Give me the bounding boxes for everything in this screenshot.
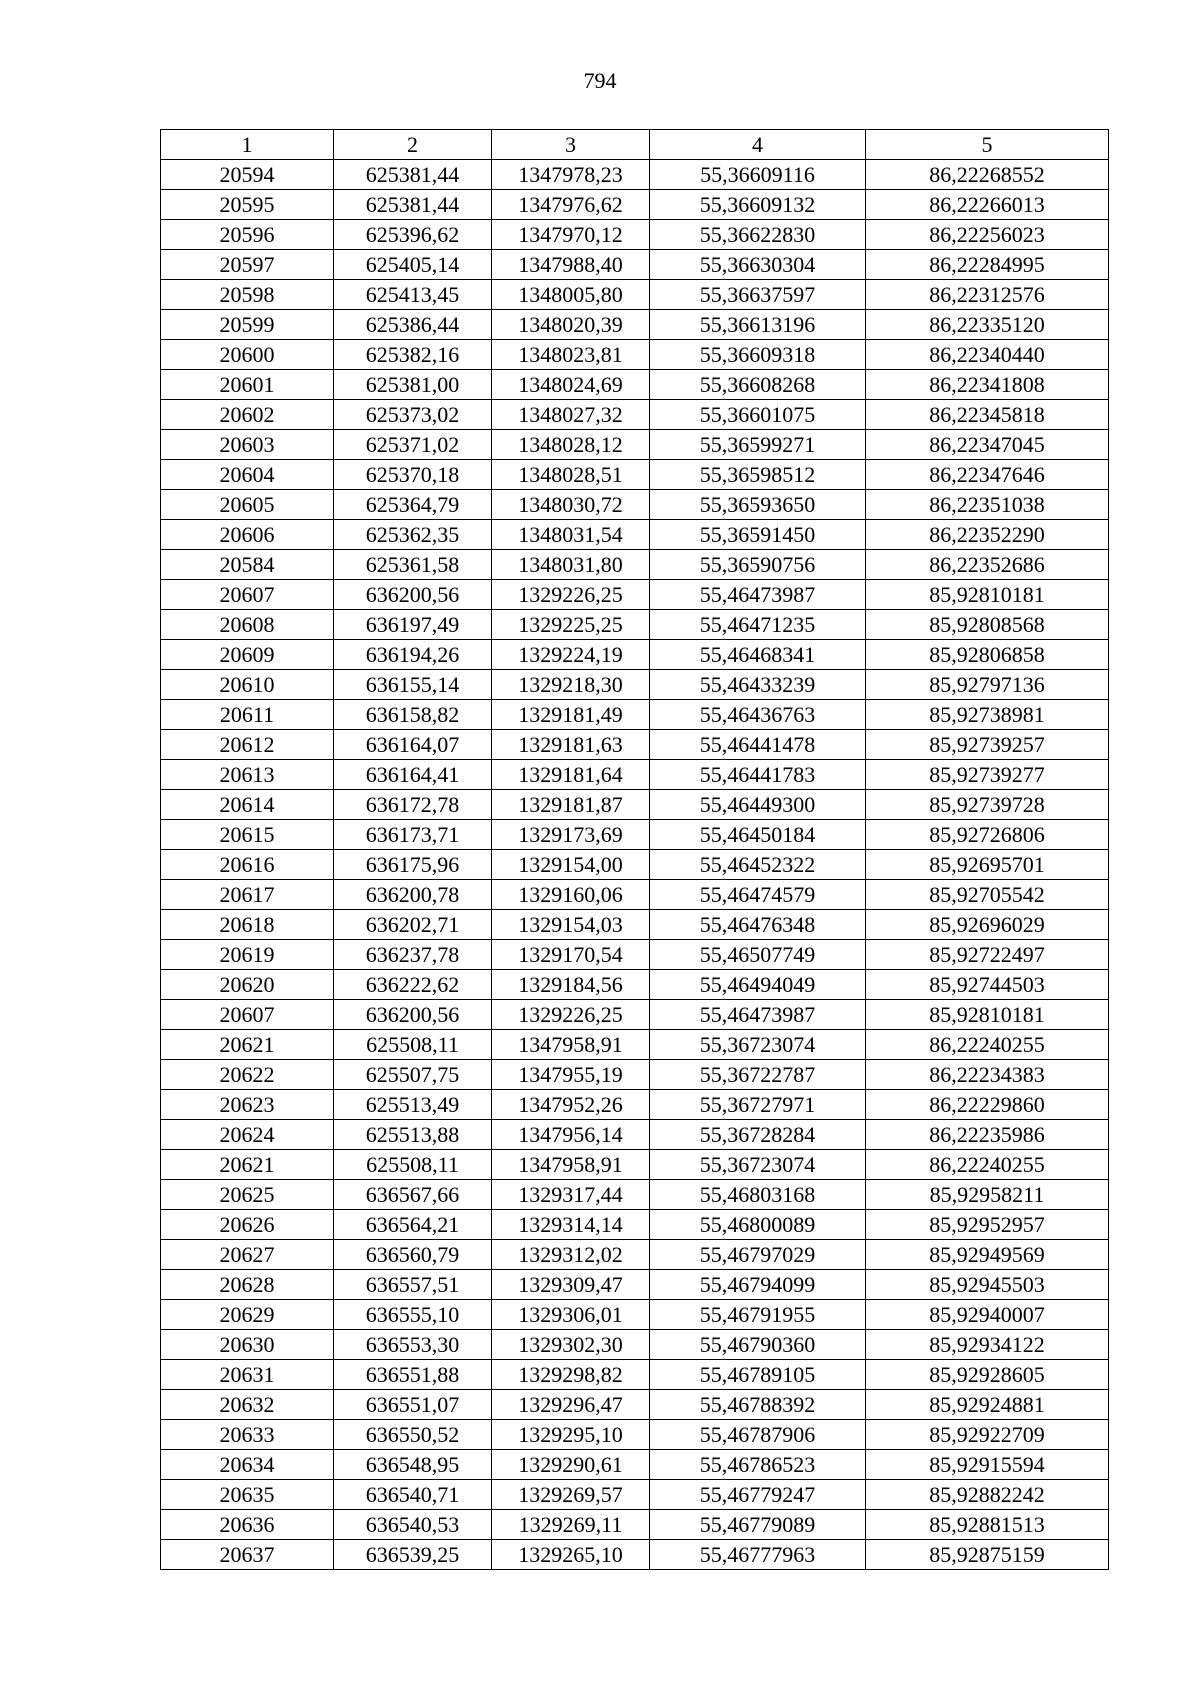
table-cell: 1348028,51 — [492, 460, 650, 490]
table-cell: 86,22340440 — [866, 340, 1109, 370]
table-cell: 1329181,63 — [492, 730, 650, 760]
table-row — [161, 280, 1109, 310]
table-cell: 55,46788392 — [650, 1390, 866, 1420]
table-cell: 20607 — [161, 1000, 334, 1030]
table-row — [161, 1210, 1109, 1240]
table-cell: 625382,16 — [334, 340, 492, 370]
table-cell: 625405,14 — [334, 250, 492, 280]
table-cell: 636551,88 — [334, 1360, 492, 1390]
table-cell: 20617 — [161, 880, 334, 910]
table-row — [161, 910, 1109, 940]
table-cell: 625381,00 — [334, 370, 492, 400]
table-row — [161, 490, 1109, 520]
table-cell: 55,36609318 — [650, 340, 866, 370]
table-cell: 86,22341808 — [866, 370, 1109, 400]
table-cell: 625373,02 — [334, 400, 492, 430]
table-row — [161, 790, 1109, 820]
table-cell: 55,46473987 — [650, 1000, 866, 1030]
table-row — [161, 1300, 1109, 1330]
table-cell: 85,92808568 — [866, 610, 1109, 640]
table-cell: 1347952,26 — [492, 1090, 650, 1120]
table-cell: 20630 — [161, 1330, 334, 1360]
table-row — [161, 1420, 1109, 1450]
table-cell: 55,46794099 — [650, 1270, 866, 1300]
table-row — [161, 580, 1109, 610]
table-cell: 636164,07 — [334, 730, 492, 760]
table-cell: 1329181,87 — [492, 790, 650, 820]
table-cell: 20627 — [161, 1240, 334, 1270]
table-cell: 85,92875159 — [866, 1540, 1109, 1570]
table-row — [161, 1030, 1109, 1060]
table-cell: 636200,56 — [334, 580, 492, 610]
table-cell: 636555,10 — [334, 1300, 492, 1330]
table-cell: 20631 — [161, 1360, 334, 1390]
table-cell: 636551,07 — [334, 1390, 492, 1420]
table-cell: 1329269,57 — [492, 1480, 650, 1510]
table-cell: 86,22266013 — [866, 190, 1109, 220]
table-cell: 55,46789105 — [650, 1360, 866, 1390]
table-cell: 625381,44 — [334, 160, 492, 190]
table-row — [161, 1360, 1109, 1390]
table-row — [161, 460, 1109, 490]
table-cell: 1348027,32 — [492, 400, 650, 430]
table-cell: 636202,71 — [334, 910, 492, 940]
table-cell: 55,36723074 — [650, 1030, 866, 1060]
table-cell: 85,92739277 — [866, 760, 1109, 790]
table-cell: 1348024,69 — [492, 370, 650, 400]
table-cell: 20611 — [161, 700, 334, 730]
table-row — [161, 640, 1109, 670]
table-cell: 625508,11 — [334, 1150, 492, 1180]
table-header-row — [161, 130, 1109, 160]
table-cell: 55,46787906 — [650, 1420, 866, 1450]
table-cell: 1348005,80 — [492, 280, 650, 310]
table-cell: 20603 — [161, 430, 334, 460]
table-cell: 86,22240255 — [866, 1150, 1109, 1180]
table-cell: 1329181,49 — [492, 700, 650, 730]
column-header: 5 — [866, 130, 1109, 160]
table-cell: 85,92915594 — [866, 1450, 1109, 1480]
table-cell: 20594 — [161, 160, 334, 190]
table-cell: 55,36590756 — [650, 550, 866, 580]
table-cell: 20616 — [161, 850, 334, 880]
column-header: 2 — [334, 130, 492, 160]
table-row — [161, 1540, 1109, 1570]
table-cell: 636540,71 — [334, 1480, 492, 1510]
table-cell: 1348031,54 — [492, 520, 650, 550]
table-cell: 1348020,39 — [492, 310, 650, 340]
table-cell: 1329269,11 — [492, 1510, 650, 1540]
table-cell: 85,92940007 — [866, 1300, 1109, 1330]
table-cell: 86,22352290 — [866, 520, 1109, 550]
table-cell: 1329226,25 — [492, 1000, 650, 1030]
table-cell: 1347958,91 — [492, 1150, 650, 1180]
table-cell: 636222,62 — [334, 970, 492, 1000]
table-cell: 85,92797136 — [866, 670, 1109, 700]
table-cell: 86,22345818 — [866, 400, 1109, 430]
table-cell: 85,92945503 — [866, 1270, 1109, 1300]
table-cell: 1329218,30 — [492, 670, 650, 700]
table-cell: 20596 — [161, 220, 334, 250]
table-cell: 625361,58 — [334, 550, 492, 580]
table-cell: 55,46494049 — [650, 970, 866, 1000]
table-cell: 1347976,62 — [492, 190, 650, 220]
table-cell: 20635 — [161, 1480, 334, 1510]
table-cell: 55,46791955 — [650, 1300, 866, 1330]
table-cell: 636155,14 — [334, 670, 492, 700]
column-header: 3 — [492, 130, 650, 160]
table-row — [161, 1450, 1109, 1480]
table-cell: 55,36609116 — [650, 160, 866, 190]
table-cell: 55,46777963 — [650, 1540, 866, 1570]
table-cell: 20604 — [161, 460, 334, 490]
table-cell: 85,92738981 — [866, 700, 1109, 730]
table-cell: 85,92928605 — [866, 1360, 1109, 1390]
table-cell: 625386,44 — [334, 310, 492, 340]
table-cell: 636158,82 — [334, 700, 492, 730]
table-row — [161, 1150, 1109, 1180]
table-cell: 55,36722787 — [650, 1060, 866, 1090]
table-cell: 1348030,72 — [492, 490, 650, 520]
table-cell: 55,46800089 — [650, 1210, 866, 1240]
table-cell: 20619 — [161, 940, 334, 970]
table-cell: 1347970,12 — [492, 220, 650, 250]
table-cell: 55,36608268 — [650, 370, 866, 400]
table-row — [161, 880, 1109, 910]
table-row — [161, 520, 1109, 550]
table-cell: 20598 — [161, 280, 334, 310]
table-cell: 55,46436763 — [650, 700, 866, 730]
table-cell: 20620 — [161, 970, 334, 1000]
table-row — [161, 1510, 1109, 1540]
table-cell: 636197,49 — [334, 610, 492, 640]
table-row — [161, 1270, 1109, 1300]
table-cell: 1329312,02 — [492, 1240, 650, 1270]
table-cell: 85,92958211 — [866, 1180, 1109, 1210]
table-cell: 55,46786523 — [650, 1450, 866, 1480]
column-header: 4 — [650, 130, 866, 160]
table-row — [161, 760, 1109, 790]
table-cell: 636540,53 — [334, 1510, 492, 1540]
table-row — [161, 1060, 1109, 1090]
table-row — [161, 310, 1109, 340]
table-cell: 85,92810181 — [866, 1000, 1109, 1030]
table-cell: 20584 — [161, 550, 334, 580]
table-cell: 625362,35 — [334, 520, 492, 550]
table-cell: 20624 — [161, 1120, 334, 1150]
table-cell: 55,36637597 — [650, 280, 866, 310]
table-cell: 20607 — [161, 580, 334, 610]
table-cell: 625508,11 — [334, 1030, 492, 1060]
table-cell: 1329226,25 — [492, 580, 650, 610]
table-cell: 55,36723074 — [650, 1150, 866, 1180]
table-cell: 1329314,14 — [492, 1210, 650, 1240]
table-cell: 1347988,40 — [492, 250, 650, 280]
table-cell: 636567,66 — [334, 1180, 492, 1210]
table-cell: 20597 — [161, 250, 334, 280]
table-cell: 1347958,91 — [492, 1030, 650, 1060]
table-cell: 55,36728284 — [650, 1120, 866, 1150]
table-cell: 86,22335120 — [866, 310, 1109, 340]
table-cell: 20622 — [161, 1060, 334, 1090]
table-row — [161, 1090, 1109, 1120]
table-cell: 85,92739257 — [866, 730, 1109, 760]
table-row — [161, 850, 1109, 880]
table-cell: 55,46797029 — [650, 1240, 866, 1270]
table-row — [161, 1000, 1109, 1030]
table-cell: 1348023,81 — [492, 340, 650, 370]
table-cell: 20612 — [161, 730, 334, 760]
table-row — [161, 1240, 1109, 1270]
table-row — [161, 340, 1109, 370]
table-cell: 1329173,69 — [492, 820, 650, 850]
table-cell: 20606 — [161, 520, 334, 550]
table-cell: 636173,71 — [334, 820, 492, 850]
table-cell: 20613 — [161, 760, 334, 790]
table-cell: 86,22268552 — [866, 160, 1109, 190]
table-row — [161, 1180, 1109, 1210]
table-row — [161, 940, 1109, 970]
table-cell: 55,46433239 — [650, 670, 866, 700]
table-cell: 636194,26 — [334, 640, 492, 670]
table-cell: 625396,62 — [334, 220, 492, 250]
table-row — [161, 430, 1109, 460]
table-row — [161, 1480, 1109, 1510]
table-cell: 55,46476348 — [650, 910, 866, 940]
table-cell: 85,92934122 — [866, 1330, 1109, 1360]
table-row — [161, 1390, 1109, 1420]
table-cell: 1347955,19 — [492, 1060, 650, 1090]
table-cell: 625513,88 — [334, 1120, 492, 1150]
table-cell: 55,46441783 — [650, 760, 866, 790]
table-cell: 20595 — [161, 190, 334, 220]
table-cell: 85,92696029 — [866, 910, 1109, 940]
table-row — [161, 730, 1109, 760]
table-cell: 55,36727971 — [650, 1090, 866, 1120]
table-cell: 625371,02 — [334, 430, 492, 460]
table-cell: 55,46507749 — [650, 940, 866, 970]
table-cell: 1329170,54 — [492, 940, 650, 970]
table-row — [161, 250, 1109, 280]
table-cell: 85,92705542 — [866, 880, 1109, 910]
table-cell: 86,22256023 — [866, 220, 1109, 250]
table-cell: 1329225,25 — [492, 610, 650, 640]
table-cell: 1329296,47 — [492, 1390, 650, 1420]
table-cell: 20609 — [161, 640, 334, 670]
table-cell: 1329290,61 — [492, 1450, 650, 1480]
table-cell: 55,46471235 — [650, 610, 866, 640]
table-cell: 20628 — [161, 1270, 334, 1300]
table-cell: 636237,78 — [334, 940, 492, 970]
table-cell: 86,22229860 — [866, 1090, 1109, 1120]
table-cell: 20614 — [161, 790, 334, 820]
table-cell: 636200,56 — [334, 1000, 492, 1030]
table-cell: 20615 — [161, 820, 334, 850]
table-cell: 55,46441478 — [650, 730, 866, 760]
table-cell: 636564,21 — [334, 1210, 492, 1240]
table-cell: 625364,79 — [334, 490, 492, 520]
table-row — [161, 1120, 1109, 1150]
table-row — [161, 820, 1109, 850]
table-cell: 20623 — [161, 1090, 334, 1120]
table-cell: 636548,95 — [334, 1450, 492, 1480]
table-cell: 55,46449300 — [650, 790, 866, 820]
table-cell: 85,92744503 — [866, 970, 1109, 1000]
table-cell: 20602 — [161, 400, 334, 430]
table-row — [161, 370, 1109, 400]
table-cell: 55,46803168 — [650, 1180, 866, 1210]
table-cell: 20610 — [161, 670, 334, 700]
table-cell: 55,46779089 — [650, 1510, 866, 1540]
table-cell: 20632 — [161, 1390, 334, 1420]
table-cell: 1329265,10 — [492, 1540, 650, 1570]
table-cell: 1329181,64 — [492, 760, 650, 790]
table-cell: 20599 — [161, 310, 334, 340]
table-cell: 1347978,23 — [492, 160, 650, 190]
column-header: 1 — [161, 130, 334, 160]
table-cell: 20636 — [161, 1510, 334, 1540]
table-cell: 20625 — [161, 1180, 334, 1210]
table-row — [161, 1330, 1109, 1360]
table-cell: 86,22347045 — [866, 430, 1109, 460]
table-cell: 55,36593650 — [650, 490, 866, 520]
table-cell: 636539,25 — [334, 1540, 492, 1570]
table-cell: 636175,96 — [334, 850, 492, 880]
table-cell: 20629 — [161, 1300, 334, 1330]
table-cell: 86,22347646 — [866, 460, 1109, 490]
table-cell: 85,92726806 — [866, 820, 1109, 850]
table-cell: 20605 — [161, 490, 334, 520]
table-cell: 625507,75 — [334, 1060, 492, 1090]
table-cell: 85,92952957 — [866, 1210, 1109, 1240]
table-cell: 625381,44 — [334, 190, 492, 220]
table-cell: 55,36598512 — [650, 460, 866, 490]
table-cell: 55,46474579 — [650, 880, 866, 910]
table-cell: 85,92695701 — [866, 850, 1109, 880]
table-row — [161, 700, 1109, 730]
table-cell: 636172,78 — [334, 790, 492, 820]
table-cell: 86,22240255 — [866, 1030, 1109, 1060]
table-cell: 636200,78 — [334, 880, 492, 910]
table-cell: 86,22284995 — [866, 250, 1109, 280]
table-cell: 1329309,47 — [492, 1270, 650, 1300]
table-cell: 1329154,03 — [492, 910, 650, 940]
table-cell: 55,36613196 — [650, 310, 866, 340]
table-cell: 1329154,00 — [492, 850, 650, 880]
table-cell: 55,46468341 — [650, 640, 866, 670]
table-cell: 20621 — [161, 1030, 334, 1060]
table-row — [161, 160, 1109, 190]
table-cell: 86,22235986 — [866, 1120, 1109, 1150]
table-row — [161, 190, 1109, 220]
table-row — [161, 670, 1109, 700]
table-cell: 55,36622830 — [650, 220, 866, 250]
table-row — [161, 970, 1109, 1000]
table-cell: 20618 — [161, 910, 334, 940]
table-row — [161, 220, 1109, 250]
table-cell: 86,22234383 — [866, 1060, 1109, 1090]
page-number: 794 — [583, 68, 617, 93]
table-cell: 55,46450184 — [650, 820, 866, 850]
table-cell: 1329224,19 — [492, 640, 650, 670]
table-cell: 55,36601075 — [650, 400, 866, 430]
table-cell: 86,22312576 — [866, 280, 1109, 310]
table-cell: 636550,52 — [334, 1420, 492, 1450]
table-cell: 86,22352686 — [866, 550, 1109, 580]
coordinates-table-body — [161, 130, 1109, 1570]
table-cell: 1348028,12 — [492, 430, 650, 460]
table-cell: 625413,45 — [334, 280, 492, 310]
table-cell: 1329317,44 — [492, 1180, 650, 1210]
table-cell: 636164,41 — [334, 760, 492, 790]
table-cell: 636560,79 — [334, 1240, 492, 1270]
table-cell: 20608 — [161, 610, 334, 640]
table-cell: 20633 — [161, 1420, 334, 1450]
table-cell: 85,92949569 — [866, 1240, 1109, 1270]
table-cell: 86,22351038 — [866, 490, 1109, 520]
table-cell: 85,92882242 — [866, 1480, 1109, 1510]
table-cell: 55,36591450 — [650, 520, 866, 550]
table-cell: 1329306,01 — [492, 1300, 650, 1330]
table-cell: 85,92739728 — [866, 790, 1109, 820]
table-cell: 1329160,06 — [492, 880, 650, 910]
table-row — [161, 610, 1109, 640]
table-cell: 55,46779247 — [650, 1480, 866, 1510]
table-cell: 55,46452322 — [650, 850, 866, 880]
table-cell: 85,92722497 — [866, 940, 1109, 970]
table-cell: 625513,49 — [334, 1090, 492, 1120]
table-cell: 20600 — [161, 340, 334, 370]
table-cell: 20626 — [161, 1210, 334, 1240]
table-cell: 1329184,56 — [492, 970, 650, 1000]
table-cell: 55,36599271 — [650, 430, 866, 460]
table-cell: 55,46790360 — [650, 1330, 866, 1360]
table-cell: 85,92806858 — [866, 640, 1109, 670]
table-cell: 636553,30 — [334, 1330, 492, 1360]
coordinates-table — [160, 129, 1109, 1570]
table-row — [161, 400, 1109, 430]
table-row — [161, 550, 1109, 580]
table-cell: 55,36609132 — [650, 190, 866, 220]
table-cell: 1348031,80 — [492, 550, 650, 580]
table-cell: 20621 — [161, 1150, 334, 1180]
table-cell: 625370,18 — [334, 460, 492, 490]
table-cell: 636557,51 — [334, 1270, 492, 1300]
table-cell: 20637 — [161, 1540, 334, 1570]
table-cell: 85,92924881 — [866, 1390, 1109, 1420]
table-cell: 1329298,82 — [492, 1360, 650, 1390]
table-cell: 85,92922709 — [866, 1420, 1109, 1450]
table-cell: 85,92810181 — [866, 580, 1109, 610]
table-cell: 1347956,14 — [492, 1120, 650, 1150]
table-cell: 1329295,10 — [492, 1420, 650, 1450]
table-cell: 55,46473987 — [650, 580, 866, 610]
table-cell: 55,36630304 — [650, 250, 866, 280]
table-cell: 1329302,30 — [492, 1330, 650, 1360]
table-cell: 20601 — [161, 370, 334, 400]
table-cell: 20634 — [161, 1450, 334, 1480]
table-cell: 85,92881513 — [866, 1510, 1109, 1540]
